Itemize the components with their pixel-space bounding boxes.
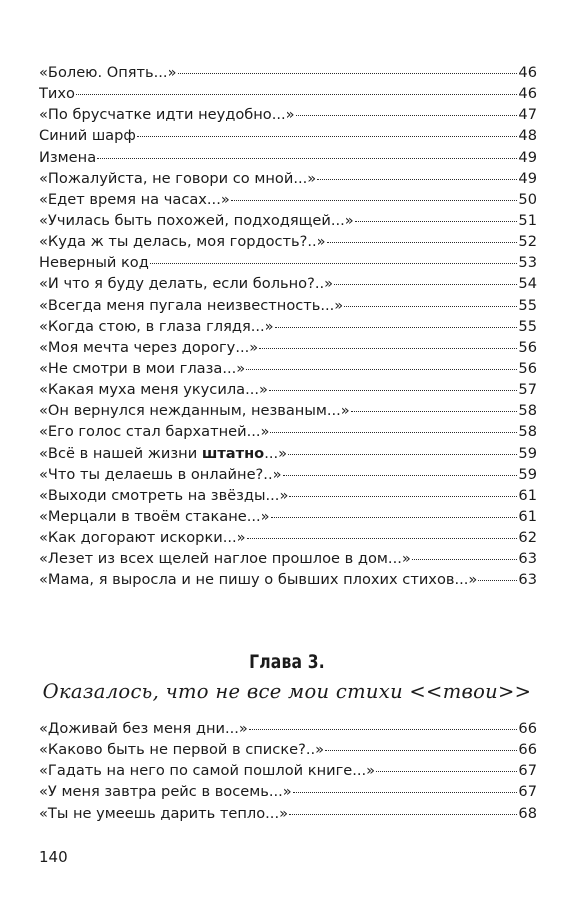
toc-entry xyxy=(39,718,537,739)
toc-entry-title xyxy=(39,62,177,83)
toc-entry-page: 67 xyxy=(518,783,537,801)
toc-entry-page: 46 xyxy=(518,64,537,81)
toc-entry-title xyxy=(39,803,288,824)
dot-leader xyxy=(327,242,518,243)
toc-entry-title xyxy=(39,125,136,146)
toc-entry xyxy=(39,273,537,294)
dot-leader xyxy=(317,179,517,180)
dot-leader xyxy=(178,73,518,74)
dot-leader xyxy=(76,94,517,95)
toc-entry-page: 59 xyxy=(518,444,537,462)
dot-leader xyxy=(289,496,517,497)
toc-entry-page: 49 xyxy=(518,148,537,166)
toc-entry xyxy=(39,400,537,421)
toc-entry-title-part: «Как догорают искорки...» xyxy=(39,529,246,547)
toc-entry-title-part: «И что я буду делать, если больно?..» xyxy=(39,275,334,293)
toc-entry-page: 56 xyxy=(518,359,537,377)
toc-entry-title-part: «Его голос стал бархатней...» xyxy=(39,423,270,441)
toc-entry-page: 61 xyxy=(518,486,537,504)
dot-leader xyxy=(247,538,518,539)
toc-entry-page: 57 xyxy=(518,381,537,399)
toc-entry-page: 58 xyxy=(518,423,537,441)
toc-entry xyxy=(39,147,537,168)
toc-entry xyxy=(39,379,537,400)
toc-entry xyxy=(39,231,537,252)
toc-entry-title xyxy=(39,273,333,294)
toc-entry-title xyxy=(39,718,248,739)
toc-entry-title xyxy=(39,252,149,273)
toc-entry-title-part: «Не смотри в мои глаза...» xyxy=(39,359,246,377)
toc-entry-page: 49 xyxy=(518,169,537,187)
toc-entry xyxy=(39,485,537,506)
toc-entry xyxy=(39,104,537,125)
toc-entry-title-part: Синий шарф xyxy=(39,127,136,145)
toc-entry xyxy=(39,739,537,760)
toc-entry-title xyxy=(39,189,230,210)
toc-entry-page: 50 xyxy=(518,190,537,208)
dot-leader xyxy=(289,814,517,815)
toc-entry xyxy=(39,295,537,316)
toc-entry-page: 62 xyxy=(518,529,537,547)
dot-leader xyxy=(249,729,518,730)
toc-entry xyxy=(39,168,537,189)
toc-entry-page: 55 xyxy=(518,317,537,335)
toc-entry-title xyxy=(39,231,326,252)
dot-leader xyxy=(376,771,517,772)
toc-entry-title xyxy=(39,443,287,464)
toc-entry-page: 59 xyxy=(518,465,537,483)
toc-entry-page: 47 xyxy=(518,106,537,124)
toc-entry-title xyxy=(39,464,282,485)
dot-leader xyxy=(271,517,518,518)
dot-leader xyxy=(259,348,517,349)
toc-entry-title-part: «Моя мечта через дорогу...» xyxy=(39,338,259,356)
dot-leader xyxy=(246,369,517,370)
toc-entry-title-part: «Всегда меня пугала неизвестность...» xyxy=(39,296,344,314)
dot-leader xyxy=(355,221,518,222)
toc-entry xyxy=(39,569,537,590)
toc-entry-title-part: «Выходи смотреть на звёзды...» xyxy=(39,486,289,504)
toc-entry xyxy=(39,358,537,379)
chapter-heading: Глава 3. xyxy=(249,651,325,673)
toc-entry-title xyxy=(39,168,316,189)
toc-entry-title-part: «Доживай без меня дни...» xyxy=(39,720,248,737)
toc-entry xyxy=(39,506,537,527)
toc-entry-title-part: «По брусчатке идти неудобно...» xyxy=(39,106,295,124)
toc-entry-title xyxy=(39,527,246,548)
toc-entry xyxy=(39,781,537,802)
toc-entry-title xyxy=(39,400,350,421)
toc-entry-page: 63 xyxy=(518,550,537,568)
dot-leader xyxy=(97,158,517,159)
toc-entry xyxy=(39,210,537,231)
toc-entry-title xyxy=(39,337,258,358)
toc-entry xyxy=(39,337,537,358)
toc-entry-title xyxy=(39,358,245,379)
toc-entry xyxy=(39,83,537,104)
toc-entry xyxy=(39,464,537,485)
toc-entry-title-part: «Когда стою, в глаза глядя...» xyxy=(39,317,274,335)
dot-leader xyxy=(269,390,517,391)
toc-entry-title-part: Неверный код xyxy=(39,254,149,272)
toc-entry-title-part: «Лезет из всех щелей наглое прошлое в дом...» xyxy=(39,550,411,568)
toc-entry-title xyxy=(39,210,354,231)
toc-entry-page: 53 xyxy=(518,254,537,272)
toc-entry-title xyxy=(39,485,288,506)
toc-entry-page: 66 xyxy=(518,741,537,759)
toc-entry-title-part: «У меня завтра рейс в восемь...» xyxy=(39,783,292,801)
toc-entry-title-part: «Мерцали в твоём стакане...» xyxy=(39,507,270,525)
toc-list-top xyxy=(39,62,537,591)
toc-entry-page: 68 xyxy=(518,804,537,822)
dot-leader xyxy=(412,559,518,560)
toc-entry xyxy=(39,125,537,146)
toc-entry-title xyxy=(39,569,477,590)
toc-entry-title-bold-part: штатно xyxy=(201,444,265,462)
dot-leader xyxy=(231,200,518,201)
toc-entry xyxy=(39,548,537,569)
page-number: 140 xyxy=(39,848,68,866)
toc-entry-title-part: «Каково быть не первой в списке?..» xyxy=(39,741,325,759)
toc-entry-page: 56 xyxy=(518,338,537,356)
dot-leader xyxy=(351,411,518,412)
toc-entry-title-part: «Куда ж ты делась, моя гордость?..» xyxy=(39,233,326,251)
toc-entry-title xyxy=(39,506,270,527)
toc-entry-title xyxy=(39,739,324,760)
toc-entry-title xyxy=(39,295,343,316)
toc-entry-title-part: «Гадать на него по самой пошлой книге...» xyxy=(39,762,376,780)
toc-entry xyxy=(39,443,537,464)
toc-entry-title-part: «Какая муха меня укусила...» xyxy=(39,381,268,399)
toc-entry-page: 54 xyxy=(518,275,537,293)
toc-entry-title xyxy=(39,316,274,337)
toc-entry-title xyxy=(39,104,295,125)
toc-entry-page: 55 xyxy=(518,296,537,314)
dot-leader xyxy=(270,432,517,433)
toc-entry xyxy=(39,62,537,83)
dot-leader xyxy=(288,454,517,455)
toc-entry-title-part: «Всё в нашей жизни xyxy=(39,444,202,462)
toc-entry-page: 51 xyxy=(518,211,537,229)
toc-entry-title-part: «Ты не умеешь дарить тепло...» xyxy=(39,804,289,822)
toc-entry-title xyxy=(39,548,411,569)
toc-entry-title-part: «Что ты делаешь в онлайне?..» xyxy=(39,465,282,483)
toc-entry-title xyxy=(39,421,269,442)
toc-entry xyxy=(39,803,537,824)
toc-entry-page: 46 xyxy=(518,85,537,103)
toc-list-bottom xyxy=(39,718,537,824)
toc-entry-page: 63 xyxy=(518,571,537,589)
toc-entry-page: 52 xyxy=(518,233,537,251)
dot-leader xyxy=(275,327,518,328)
toc-entry xyxy=(39,760,537,781)
toc-entry-title-part: Измена xyxy=(39,148,97,166)
toc-entry-title-part: «Мама, я выросла и не пишу о бывших плохих стихов...» xyxy=(39,571,478,589)
toc-entry-page: 66 xyxy=(518,720,537,737)
dot-leader xyxy=(325,750,517,751)
dot-leader xyxy=(334,284,517,285)
toc-entry-page: 58 xyxy=(518,402,537,420)
dot-leader xyxy=(283,475,518,476)
toc-entry-title xyxy=(39,760,375,781)
dot-leader xyxy=(478,580,517,581)
toc-entry-title-part: «Училась быть похожей, подходящей...» xyxy=(39,211,354,229)
toc-entry-title xyxy=(39,781,292,802)
toc-entry-title-part: «Болею. Опять...» xyxy=(39,64,177,81)
toc-entry xyxy=(39,527,537,548)
toc-entry-title-part: ...» xyxy=(264,444,288,462)
dot-leader xyxy=(293,792,518,793)
toc-entry xyxy=(39,421,537,442)
toc-entry-page: 48 xyxy=(518,127,537,145)
toc-entry-title-part: «Пожалуйста, не говори со мной...» xyxy=(39,169,317,187)
toc-entry xyxy=(39,189,537,210)
dot-leader xyxy=(344,306,517,307)
toc-entry-title-part: «Едет время на часах...» xyxy=(39,190,230,208)
dot-leader xyxy=(150,263,518,264)
toc-entry-title xyxy=(39,379,268,400)
toc-entry-title xyxy=(39,83,75,104)
toc-entry xyxy=(39,252,537,273)
toc-entry-page: 61 xyxy=(518,507,537,525)
toc-entry-title-part: «Он вернулся нежданным, незваным...» xyxy=(39,402,350,420)
chapter-subtitle: Оказалось, что не все мои стихи <<твои>> xyxy=(42,680,532,703)
dot-leader xyxy=(137,136,518,137)
toc-entry-title-part: Тихо xyxy=(39,85,75,103)
toc-entry-page: 67 xyxy=(518,762,537,780)
toc-entry xyxy=(39,316,537,337)
dot-leader xyxy=(296,115,518,116)
toc-entry-title xyxy=(39,147,96,168)
